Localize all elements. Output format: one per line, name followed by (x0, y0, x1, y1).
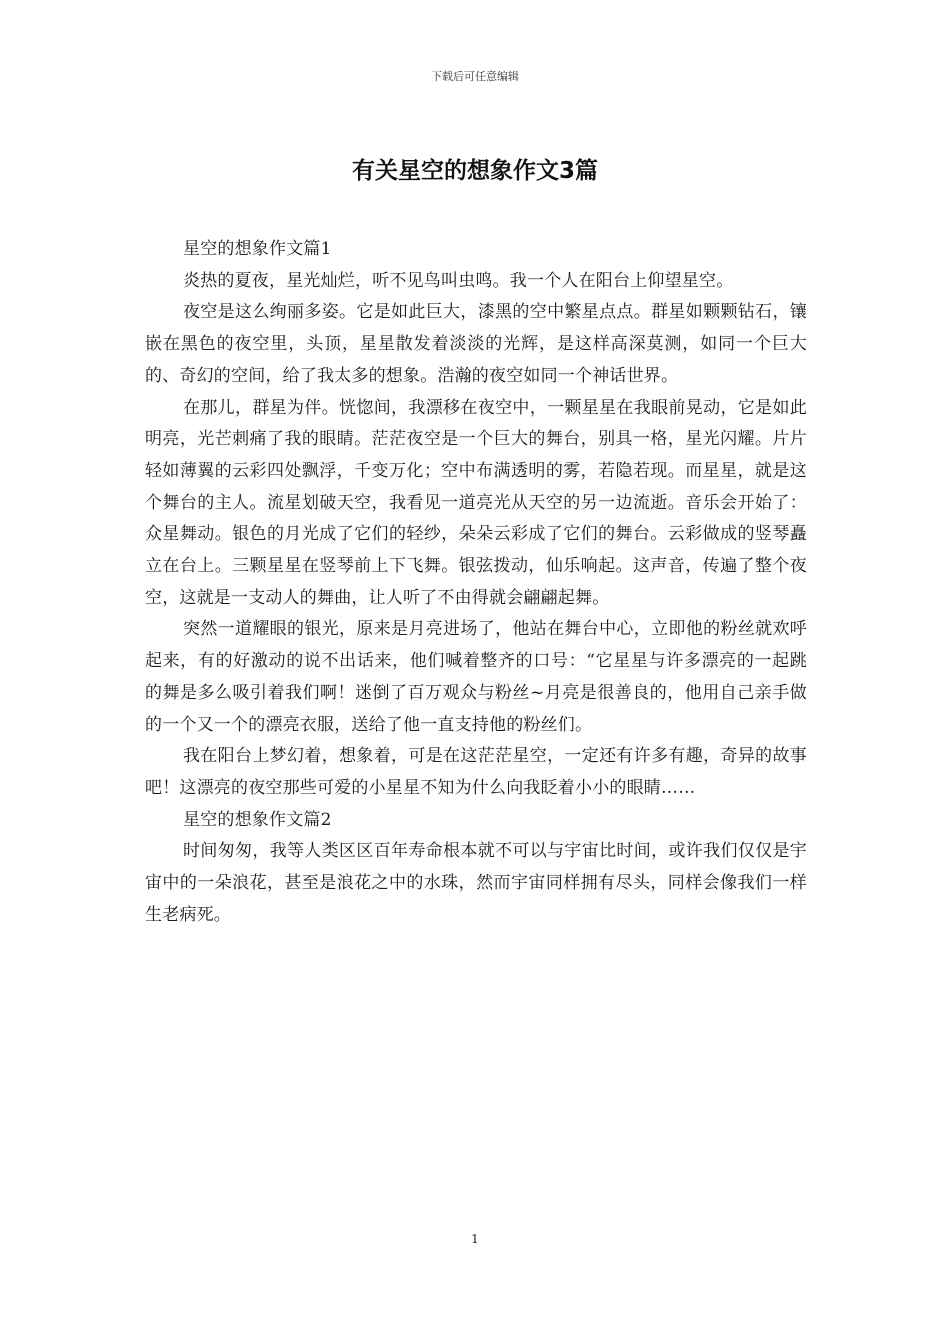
page-number: 1 (471, 1232, 479, 1246)
paragraph: 时间匆匆，我等人类区区百年寿命根本就不可以与宇宙比时间，或许我们仅仅是宇宙中的一朵浪花，甚至是浪花之中的水珠，然而宇宙同样拥有尽头，同样会像我们一样生老病死。 (145, 841, 807, 925)
paragraph: 在那儿，群星为伴。恍惚间，我漂移在夜空中，一颗星星在我眼前晃动，它是如此明亮，光芒刺痛了我的眼睛。茫茫夜空是一个巨大的舞台，别具一格，星光闪耀。片片轻如薄翼的云彩四处飘浮，千变万化；空中布满透明的雾，若隐若现。而星星，就是这个舞台的主人。流星划破天空，我看见一道亮光从天空的另一边流逝。音乐会开始了：众星舞动。银色的月光成了它们的轻纱，朵朵云彩成了它们的舞台。云彩做成的竖琴矗立在台上。三颗星星在竖琴前上下飞舞。银弦拨动，仙乐响起。这声音，传遍了整个夜空，这就是一支动人的舞曲，让人听了不由得就会翩翩起舞。 (145, 397, 807, 608)
header-note: 下载后可任意编辑 (431, 70, 519, 83)
document-body (145, 234, 807, 931)
section-heading-1: 星空的想象作文篇1 (183, 239, 332, 259)
section-heading-2: 星空的想象作文篇2 (183, 809, 332, 830)
paragraph: 突然一道耀眼的银光，原来是月亮进场了，他站在舞台中心，立即他的粉丝就欢呼起来，有的好激动的说不出话来，他们喊着整齐的口号：“它星星与许多漂亮的一起跳的舞是多么吸引着我们啊！迷倒了百万观众与粉丝~月亮是很善良的，他用自己亲手做的一个又一个的漂亮衣服，送给了他一直支持他的粉丝们。 (145, 619, 807, 735)
paragraph: 我在阳台上梦幻着，想象着，可是在这茫茫星空，一定还有许多有趣，奇异的故事吧！这漂亮的夜空那些可爱的小星星不知为什么向我眨着小小的眼睛…… (145, 746, 807, 798)
paragraph: 夜空是这么绚丽多姿。它是如此巨大，漆黑的空中繁星点点。群星如颗颗钻石，镶嵌在黑色的夜空里，头顶，星星散发着淡淡的光辉，是这样高深莫测，如同一个巨大的、奇幻的空间，给了我太多的想象。浩瀚的夜空如同一个神话世界。 (145, 302, 807, 386)
paragraph: 炎热的夏夜，星光灿烂，听不见鸟叫虫鸣。我一个人在阳台上仰望星空。 (183, 270, 734, 291)
document-title: 有关星空的想象作文3篇 (351, 158, 598, 184)
